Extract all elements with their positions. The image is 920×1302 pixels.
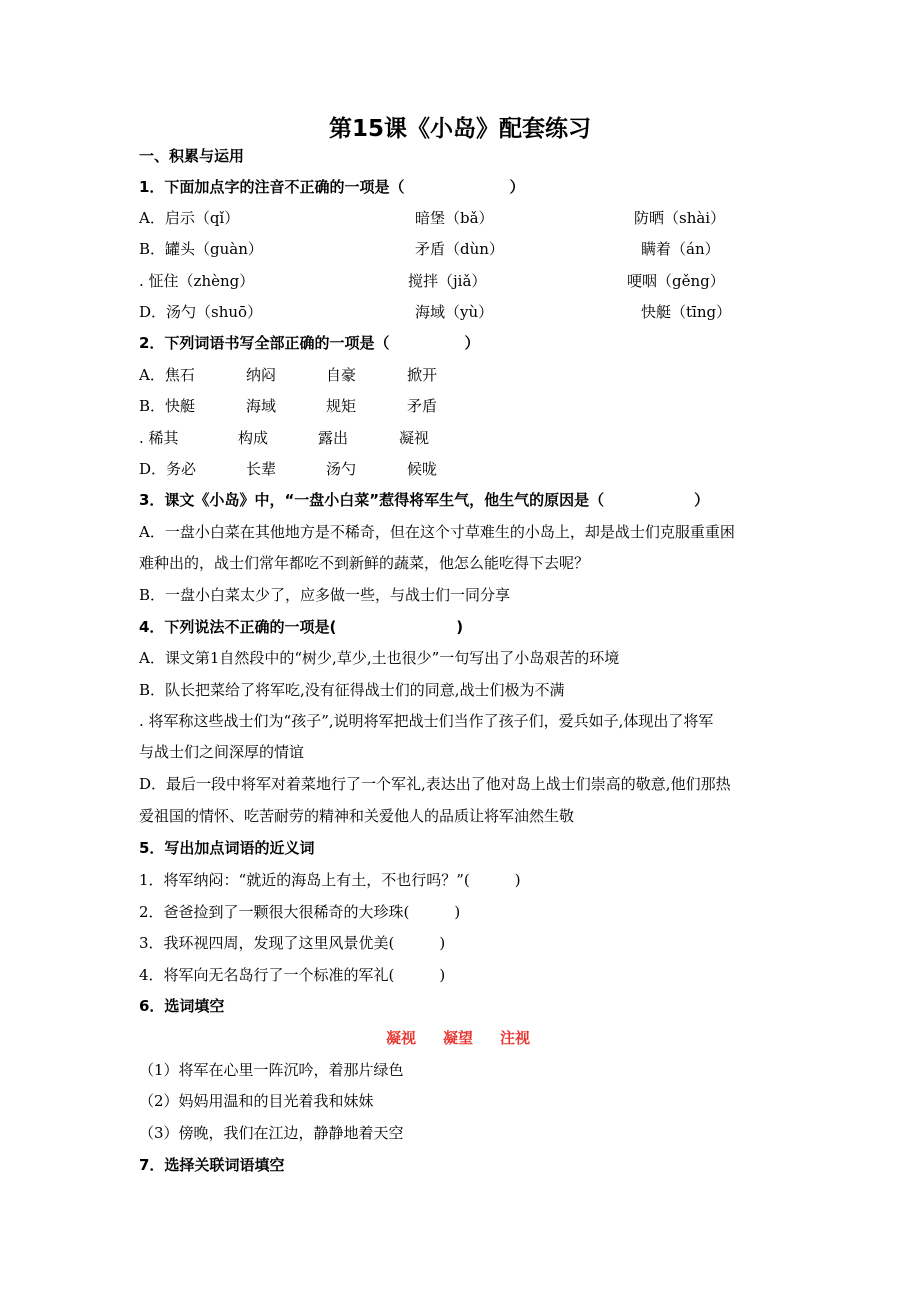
q1-option-d-2: 海域（yù） bbox=[415, 303, 494, 321]
q4-option-b: B．队长把菜给了将军吃,没有征得战士们的同意,战士们极为不满 bbox=[139, 681, 565, 699]
q4-option-d-line1: D．最后一段中将军对着菜地行了一个军礼,表达出了他对岛上战士们崇高的敬意,他们那热 bbox=[139, 775, 731, 793]
q5-item-1: 1．将军纳闷：“就近的海岛上有土，不也行吗？”( ) bbox=[139, 871, 521, 889]
q1-option-a-3: 防晒（shài） bbox=[634, 209, 726, 227]
q6-item-2: （2）妈妈用温和的目光着我和妹妹 bbox=[139, 1092, 374, 1110]
question-6-stem: 6．选词填空 bbox=[139, 997, 225, 1015]
q1-option-c-1: . 怔住（zhèng） bbox=[139, 272, 255, 290]
q1-option-c-3: 哽咽（gěng） bbox=[627, 272, 725, 290]
q2-option-a-1: A．焦石 bbox=[139, 366, 195, 384]
q6-item-1: （1）将军在心里一阵沉吟，着那片绿色 bbox=[139, 1061, 404, 1079]
q4-option-c-line1: . 将军称这些战士们为“孩子”,说明将军把战士们当作了孩子们，爱兵如子,体现出了将军 bbox=[139, 712, 714, 730]
q1-option-b-3: 瞒着（án） bbox=[641, 240, 720, 258]
q2-option-a-2: 纳闷 bbox=[246, 366, 277, 384]
word-choice-2: 凝望 bbox=[443, 1029, 474, 1047]
q2-option-c-1: . 稀其 bbox=[139, 429, 179, 447]
q1-option-d-1: D．汤勺（shuō） bbox=[139, 303, 263, 321]
q4-option-d-line2: 爱祖国的情怀、吃苦耐劳的精神和关爱他人的品质让将军油然生敬 bbox=[139, 807, 575, 825]
q3-option-a-line2: 难种出的，战士们常年都吃不到新鲜的蔬菜，他怎么能吃得下去呢？ bbox=[139, 554, 590, 572]
q3-option-a-line1: A．一盘小白菜在其他地方是不稀奇，但在这个寸草难生的小岛上，却是战士们克服重重困 bbox=[139, 523, 735, 541]
q3-option-b: B．一盘小白菜太少了，应多做一些，与战士们一同分享 bbox=[139, 586, 511, 604]
q1-option-c-2: 搅拌（jiǎ） bbox=[408, 272, 487, 290]
q2-option-c-2: 构成 bbox=[238, 429, 269, 447]
q2-option-b-2: 海域 bbox=[246, 397, 277, 415]
q2-option-b-3: 规矩 bbox=[326, 397, 357, 415]
word-choice-1: 凝视 bbox=[386, 1029, 417, 1047]
q5-item-4: 4．将军向无名岛行了一个标准的军礼( ) bbox=[139, 966, 446, 984]
word-choice-3: 注视 bbox=[500, 1029, 531, 1047]
question-1-stem: 1．下面加点字的注音不正确的一项是（ ） bbox=[139, 178, 525, 196]
q1-option-a-2: 暗堡（bǎ） bbox=[415, 209, 494, 227]
q6-item-3: （3）傍晚，我们在江边，静静地着天空 bbox=[139, 1124, 404, 1142]
question-5-stem: 5．写出加点词语的近义词 bbox=[139, 839, 315, 857]
q5-item-2: 2．爸爸捡到了一颗很大很稀奇的大珍珠( ) bbox=[139, 903, 461, 921]
q2-option-c-4: 凝视 bbox=[399, 429, 430, 447]
page-title: 第15课《小岛》配套练习 bbox=[328, 116, 591, 142]
q2-option-a-3: 自豪 bbox=[326, 366, 357, 384]
q1-option-d-3: 快艇（tīng） bbox=[641, 303, 732, 321]
q1-option-a-1: A．启示（qǐ） bbox=[139, 209, 240, 227]
question-7-stem: 7．选择关联词语填空 bbox=[139, 1156, 285, 1174]
q4-option-c-line2: 与战士们之间深厚的情谊 bbox=[139, 743, 305, 761]
q2-option-d-4: 候咙 bbox=[407, 460, 438, 478]
section-heading: 一、积累与运用 bbox=[139, 147, 245, 165]
q2-option-b-1: B．快艇 bbox=[139, 397, 196, 415]
question-3-stem: 3．课文《小岛》中，“一盘小白菜”惹得将军生气，他生气的原因是（ ） bbox=[139, 491, 710, 509]
q2-option-a-4: 掀开 bbox=[407, 366, 438, 384]
question-2-stem: 2．下列词语书写全部正确的一项是（ ） bbox=[139, 334, 480, 352]
q4-option-a: A．课文第1自然段中的“树少,草少,土也很少”一句写出了小岛艰苦的环境 bbox=[139, 649, 620, 667]
q2-option-b-4: 矛盾 bbox=[407, 397, 438, 415]
question-4-stem: 4．下列说法不正确的一项是( ) bbox=[139, 618, 464, 636]
q2-option-d-2: 长辈 bbox=[246, 460, 277, 478]
q5-item-3: 3．我环视四周，发现了这里风景优美( ) bbox=[139, 934, 446, 952]
q2-option-d-3: 汤勺 bbox=[326, 460, 357, 478]
q2-option-d-1: D．务必 bbox=[139, 460, 197, 478]
q1-option-b-1: B．罐头（guàn） bbox=[139, 240, 263, 258]
q1-option-b-2: 矛盾（dùn） bbox=[415, 240, 504, 258]
q2-option-c-3: 露出 bbox=[318, 429, 349, 447]
